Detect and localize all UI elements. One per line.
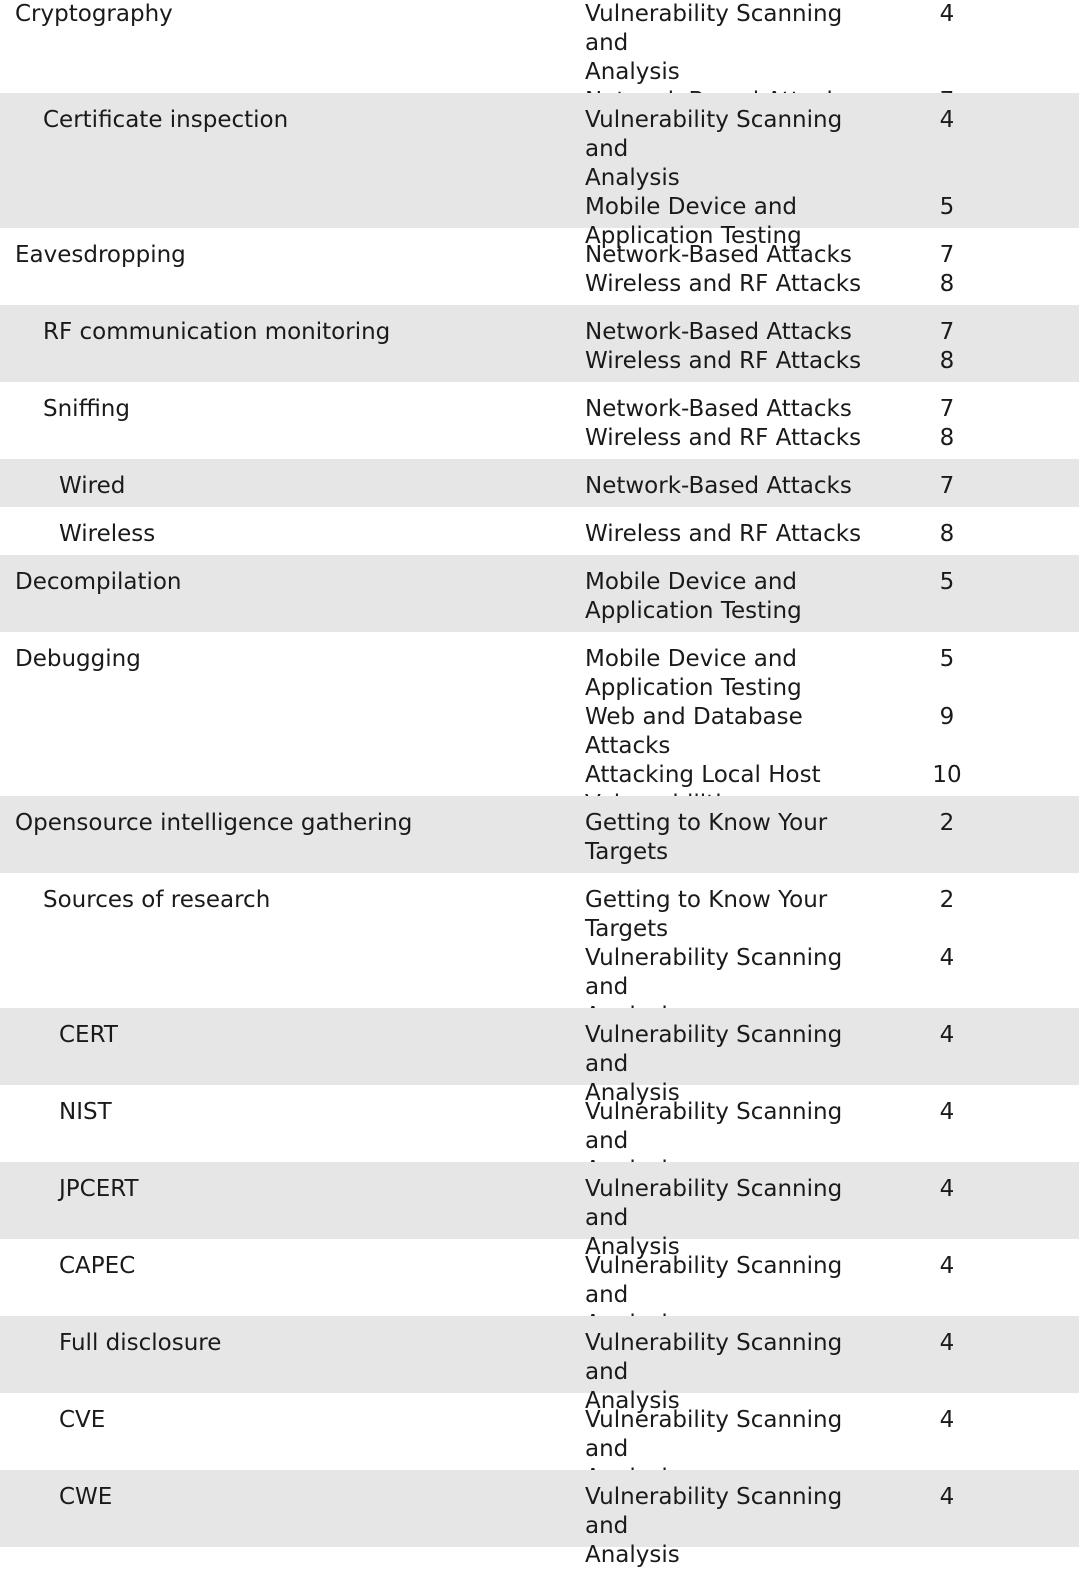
topic-label: Full disclosure <box>59 1330 222 1356</box>
chapter-title-line: Wireless and RF Attacks <box>585 348 862 374</box>
chapter-reference <box>585 347 1025 376</box>
topic-label: Sources of research <box>43 887 271 913</box>
chapter-references <box>585 472 1025 501</box>
chapter-title <box>585 0 885 87</box>
chapter-title-line: Getting to Know Your <box>585 887 828 913</box>
chapter-number: 4 <box>939 1099 955 1125</box>
chapter-number: 4 <box>939 1176 955 1202</box>
chapter-title <box>585 106 885 193</box>
chapter-title-line: Network-Based Attacks <box>585 242 852 268</box>
chapter-reference <box>585 1483 1025 1570</box>
table-row <box>0 1239 1079 1316</box>
table-row <box>0 459 1079 507</box>
chapter-title <box>585 645 885 703</box>
chapter-reference <box>585 395 1025 424</box>
chapter-title-line: Vulnerability Scanning and <box>585 1253 843 1308</box>
chapter-number: 7 <box>939 396 955 422</box>
table-row <box>0 305 1079 382</box>
chapter-title <box>585 270 885 299</box>
chapter-title <box>585 347 885 376</box>
chapter-title-line: Analysis <box>585 1080 680 1106</box>
chapter-number: 7 <box>939 473 955 499</box>
chapter-title-line: Vulnerability Scanning and <box>585 1407 843 1462</box>
chapter-references <box>585 645 1025 819</box>
table-row <box>0 555 1079 632</box>
table-row <box>0 632 1079 796</box>
chapter-references <box>585 241 1025 299</box>
topic-label: Cryptography <box>15 1 173 27</box>
chapter-reference <box>585 424 1025 453</box>
chapter-number: 10 <box>932 762 962 788</box>
chapter-title-line: Analysis <box>585 1234 680 1260</box>
chapter-number: 4 <box>939 107 955 133</box>
topic-label: Wireless <box>59 521 156 547</box>
topic-label: CERT <box>59 1022 118 1048</box>
chapter-title-line: Network-Based Attacks <box>585 396 852 422</box>
chapter-title <box>585 395 885 424</box>
chapter-title-line: Targets <box>585 916 669 942</box>
topic-label: Sniffing <box>43 396 130 422</box>
chapter-references <box>585 809 1025 867</box>
table-row <box>0 93 1079 249</box>
chapter-title-line: Attacking Local Host <box>585 762 821 788</box>
chapter-reference <box>585 703 1025 761</box>
chapter-title <box>585 318 885 347</box>
chapter-title-line: Targets <box>585 839 669 865</box>
chapter-number: 8 <box>939 271 955 297</box>
chapter-number: 4 <box>939 945 955 971</box>
chapter-references <box>585 395 1025 453</box>
table-row <box>0 1316 1079 1414</box>
table-row <box>0 228 1079 305</box>
topic-label: Certificate inspection <box>43 107 289 133</box>
chapter-title-line: Network-Based Attacks <box>585 319 852 345</box>
chapter-title-line: Wireless and RF Attacks <box>585 425 862 451</box>
chapter-title-line: Application Testing <box>585 675 802 701</box>
table-row <box>0 873 1079 1008</box>
chapter-reference <box>585 568 1025 626</box>
chapter-title-line: Vulnerability Scanning and <box>585 1 843 56</box>
chapter-number: 4 <box>939 1253 955 1279</box>
chapter-references <box>585 318 1025 376</box>
chapter-reference <box>585 886 1025 944</box>
table-row <box>0 1393 1079 1470</box>
topic-label: CVE <box>59 1407 106 1433</box>
chapter-references <box>585 1483 1025 1570</box>
chapter-title <box>585 703 885 761</box>
chapter-title-line: Vulnerability Scanning and <box>585 1330 843 1385</box>
chapter-title-line: Network-Based Attacks <box>585 473 852 499</box>
chapter-number: 5 <box>939 569 955 595</box>
chapter-title <box>585 424 885 453</box>
chapter-title-line: Mobile Device and <box>585 569 797 595</box>
topic-label: CWE <box>59 1484 113 1510</box>
chapter-number: 7 <box>939 319 955 345</box>
chapter-number: 2 <box>939 887 955 913</box>
chapter-reference <box>585 809 1025 867</box>
chapter-title <box>585 1483 885 1570</box>
chapter-number: 8 <box>939 348 955 374</box>
chapter-title-line: Vulnerability Scanning and <box>585 1484 843 1539</box>
table-row <box>0 1085 1079 1162</box>
topic-label: Debugging <box>15 646 141 672</box>
chapter-title <box>585 520 885 549</box>
chapter-reference <box>585 106 1025 193</box>
chapter-number: 4 <box>939 1 955 27</box>
chapter-number: 9 <box>939 704 955 730</box>
chapter-title-line: Vulnerability Scanning and <box>585 1022 843 1077</box>
chapter-number: 2 <box>939 810 955 836</box>
chapter-title-line: Vulnerability Scanning and <box>585 1099 843 1154</box>
chapter-title <box>585 568 885 626</box>
topic-label: RF communication monitoring <box>43 319 391 345</box>
chapter-number: 4 <box>939 1484 955 1510</box>
table-row <box>0 0 1079 93</box>
table-row <box>0 1008 1079 1106</box>
chapter-number: 7 <box>939 242 955 268</box>
chapter-reference <box>585 520 1025 549</box>
chapter-reference <box>585 0 1025 87</box>
chapter-title <box>585 241 885 270</box>
chapter-number: 5 <box>939 194 955 220</box>
chapter-title-line: Analysis <box>585 1542 680 1568</box>
chapter-title-line: Getting to Know Your <box>585 810 828 836</box>
chapter-title-line: Vulnerability Scanning and <box>585 107 843 162</box>
chapter-title-line: Vulnerability Scanning and <box>585 1176 843 1231</box>
chapter-title-line: Wireless and RF Attacks <box>585 521 862 547</box>
table-row <box>0 507 1079 555</box>
chapter-title-line: Wireless and RF Attacks <box>585 271 862 297</box>
chapter-number: 8 <box>939 425 955 451</box>
chapter-number: 4 <box>939 1330 955 1356</box>
chapter-title <box>585 886 885 944</box>
chapter-title-line: Application Testing <box>585 598 802 624</box>
chapter-title-line: Mobile Device and <box>585 194 797 220</box>
chapter-title-line: Web and Database Attacks <box>585 704 803 759</box>
chapter-number: 4 <box>939 1022 955 1048</box>
chapter-title-line: Analysis <box>585 59 680 85</box>
topic-label: JPCERT <box>59 1176 139 1202</box>
topic-label: Opensource intelligence gathering <box>15 810 413 836</box>
topic-label: Eavesdropping <box>15 242 186 268</box>
table-row <box>0 1162 1079 1260</box>
topic-label: Wired <box>59 473 126 499</box>
chapter-reference <box>585 318 1025 347</box>
topic-label: CAPEC <box>59 1253 136 1279</box>
chapter-title-line: Analysis <box>585 165 680 191</box>
chapter-title-line: Vulnerability Scanning and <box>585 945 843 1000</box>
chapter-title-line: Application Testing <box>585 223 802 249</box>
topic-label: NIST <box>59 1099 112 1125</box>
chapter-reference <box>585 472 1025 501</box>
table-row <box>0 382 1079 459</box>
chapter-reference <box>585 270 1025 299</box>
chapter-title-line: Analysis <box>585 1388 680 1414</box>
table-row <box>0 796 1079 873</box>
chapter-references <box>585 520 1025 549</box>
chapter-number: 4 <box>939 1407 955 1433</box>
chapter-reference <box>585 645 1025 703</box>
chapter-title-line: Mobile Device and <box>585 646 797 672</box>
chapter-references <box>585 568 1025 626</box>
topic-label: Decompilation <box>15 569 182 595</box>
chapter-title <box>585 472 885 501</box>
chapter-number: 5 <box>939 646 955 672</box>
table-row <box>0 1470 1079 1568</box>
chapter-reference <box>585 241 1025 270</box>
chapter-title <box>585 809 885 867</box>
chapter-number: 8 <box>939 521 955 547</box>
